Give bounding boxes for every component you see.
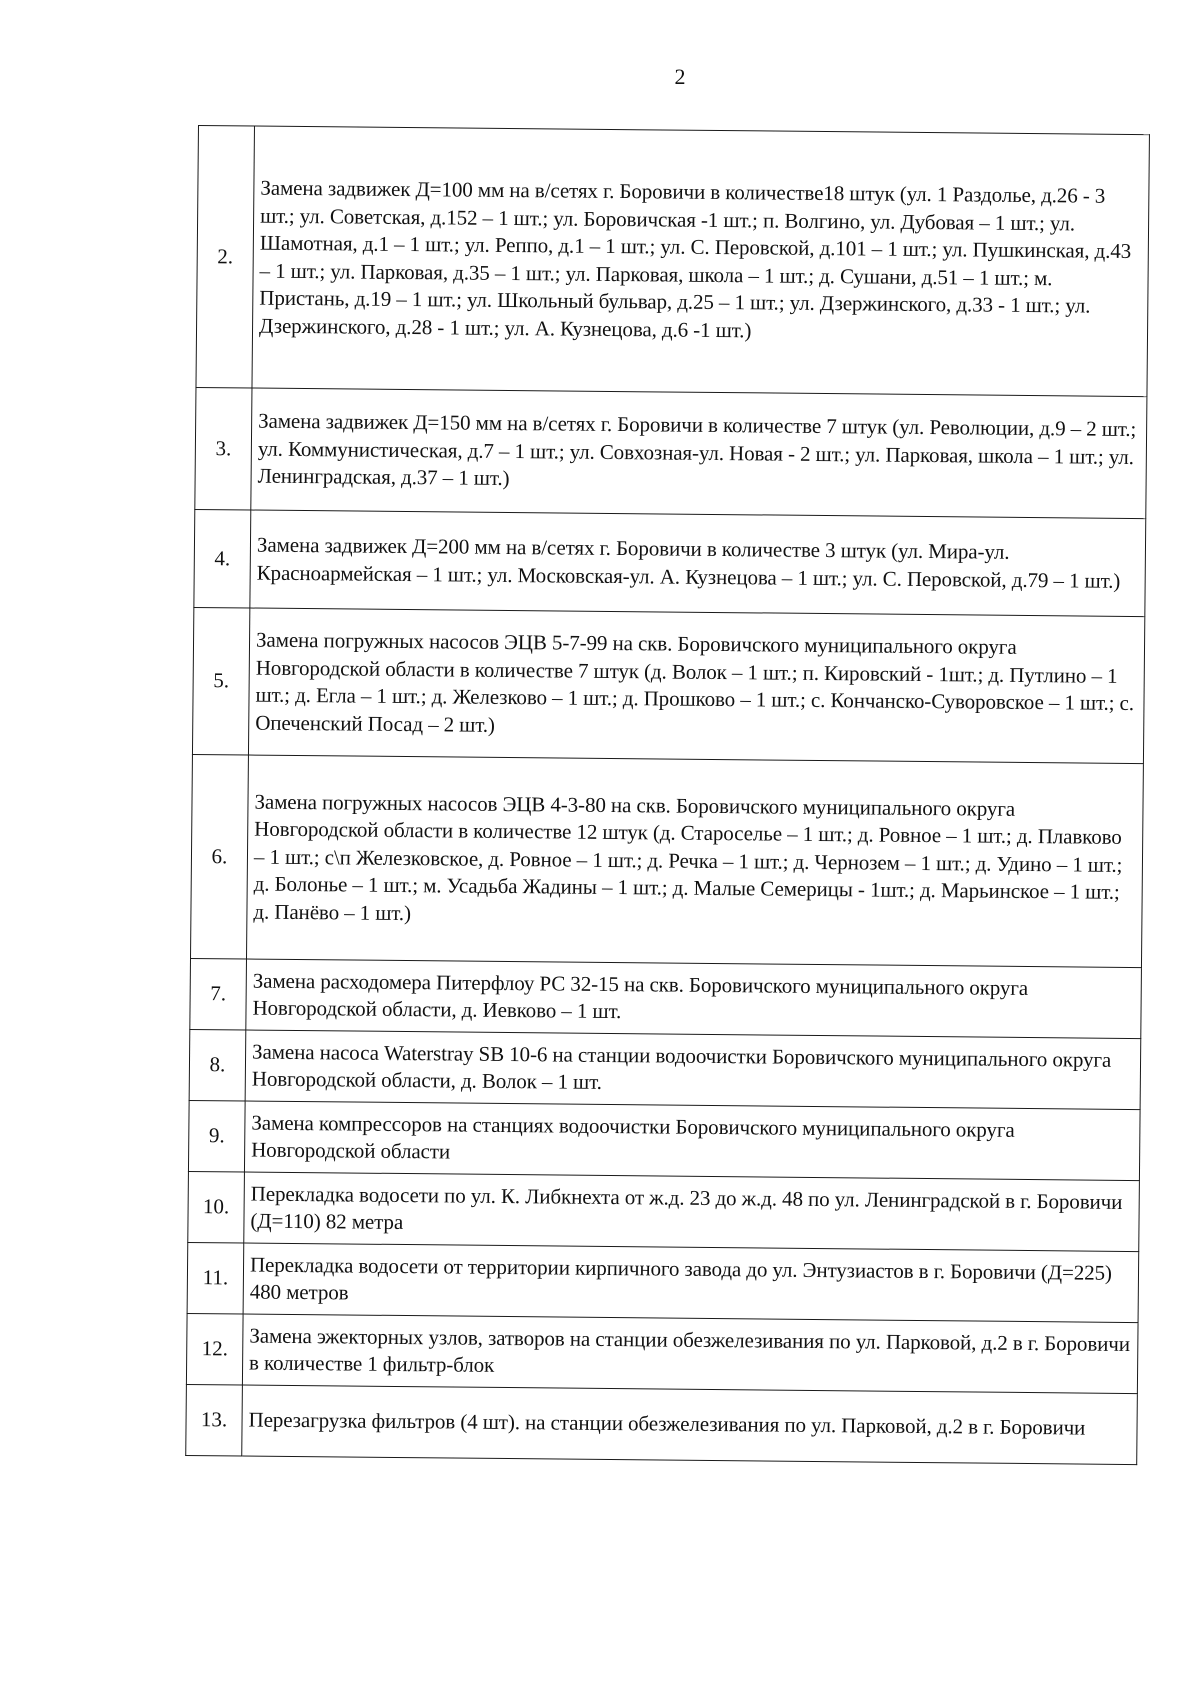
row-description: Замена задвижек Д=100 мм на в/сетях г. Боровичи в количестве18 штук (ул. 1 Раздолье, д.26 - 3 шт.; ул. Советская, д.152 – 1 шт.; ул. Боровичская -1 шт.; п. Волгино, ул. Дубовая – 1 шт.; ул. Шамотная, д.1 – 1 шт.; ул. Реппо, д.1 – 1 шт.; ул. С. Перовской, д.101 – 1 шт.; ул. Пушкинская, д.43 – 1 шт.; ул. Парковая, д.35 – 1 шт.; ул. Парковая, школа – 1 шт.; д. Сушани, д.51 – 1 шт.; м. Пристань, д.19 – 1 шт.; ул. Школьный бульвар, д.25 – 1 шт.; ул. Дзержинского, д.33 - 1 шт.; ул. Дзержинского, д.28 - 1 шт.; ул. А. Кузнецова, д.6 -1 шт.) (252, 126, 1149, 397)
table-row (195, 387, 1147, 518)
row-number: 10. (188, 1171, 245, 1243)
row-description: Замена задвижек Д=200 мм на в/сетях г. Боровичи в количестве 3 штук (ул. Мира-ул. Красноармейская – 1 шт.; ул. Московская-ул. А. Кузнецова – 1 шт.; ул. С. Перовской, д.79 – 1 шт.) (250, 510, 1146, 617)
page-number: 2 (674, 64, 686, 89)
row-number: 7. (190, 958, 247, 1030)
row-description: Перезагрузка фильтров (4 шт). на станции обезжелезивания по ул. Парковой, д.2 в г. Боровичи (242, 1385, 1138, 1465)
row-description: Перекладка водосети от территории кирпичного завода до ул. Энтузиастов в г. Боровичи (Д=225) 480 метров (243, 1243, 1139, 1323)
table-row (187, 1242, 1139, 1322)
row-description: Замена компрессоров на станциях водоочистки Боровичского муниципального округа Новгородской области (244, 1101, 1140, 1181)
table-row (188, 1171, 1140, 1251)
works-table (185, 125, 1150, 1465)
row-number: 4. (194, 509, 251, 608)
table-row (192, 607, 1144, 763)
row-description: Замена насоса Waterstray SB 10-6 на станции водоочистки Боровичского муниципального округа Новгородской области, д. Волок – 1 шт. (245, 1030, 1141, 1110)
row-number: 13. (186, 1384, 243, 1456)
row-number: 2. (196, 126, 255, 389)
table-row (189, 1029, 1141, 1109)
row-description: Замена эжекторных узлов, затворов на станции обезжелезивания по ул. Парковой, д.2 в г. Боровичи в количестве 1 фильтр-блок (242, 1314, 1138, 1394)
row-description: Замена расходомера Питерфлоу РС 32-15 на скв. Боровичского муниципального округа Новгородской области, д. Иевково – 1 шт. (246, 959, 1142, 1039)
table-row (188, 1100, 1140, 1180)
row-number: 5. (192, 607, 249, 755)
table-row (194, 509, 1146, 616)
table-row (190, 958, 1142, 1038)
row-description: Замена погружных насосов ЭЦВ 4-3-80 на скв. Боровичского муниципального округа Новгородской области в количестве 12 штук (д. Староселье – 1 шт.; д. Ровное – 1 шт.; д. Плавково – 1 шт.; с\п Железковское, д. Ровное – 1 шт.; д. Речка – 1 шт.; д. Чернозем – 1 шт.; д. Удино – 1 шт.; д. Болонье – 1 шт.; м. Усадьба Жадины – 1 шт.; д. Малые Семерицы - 1шт.; д. Марьинское – 1 шт.; д. Панёво – 1 шт.) (246, 755, 1143, 968)
row-number: 8. (189, 1029, 246, 1101)
row-number: 3. (195, 387, 252, 510)
row-number: 9. (188, 1100, 245, 1172)
row-description: Замена погружных насосов ЭЦВ 5-7-99 на скв. Боровичского муниципального округа Новгородской области в количестве 7 штук (д. Волок – 1 шт.; п. Кировский - 1шт.; д. Путлино – 1 шт.; д. Егла – 1 шт.; д. Железково – 1 шт.; д. Прошково – 1 шт.; с. Кончанско-Суворовское – 1 шт.; с. Опеченский Посад – 2 шт.) (248, 608, 1144, 764)
table-row (186, 1384, 1138, 1464)
row-number: 6. (190, 754, 248, 959)
table-row (190, 754, 1143, 967)
table-row (196, 126, 1149, 397)
row-number: 11. (187, 1242, 244, 1314)
table-row (186, 1313, 1138, 1393)
row-number: 12. (186, 1313, 243, 1385)
row-description: Замена задвижек Д=150 мм на в/сетях г. Боровичи в количестве 7 штук (ул. Революции, д.9 – 2 шт.; ул. Коммунистическая, д.7 – 1 шт.; ул. Совхозная-ул. Новая - 2 шт.; ул. Парковая, школа – 1 шт.; ул. Ленинградская, д.37 – 1 шт.) (251, 388, 1147, 519)
row-description: Перекладка водосети по ул. К. Либкнехта от ж.д. 23 до ж.д. 48 по ул. Ленинградской в г. Боровичи (Д=110) 82 метра (244, 1172, 1140, 1252)
